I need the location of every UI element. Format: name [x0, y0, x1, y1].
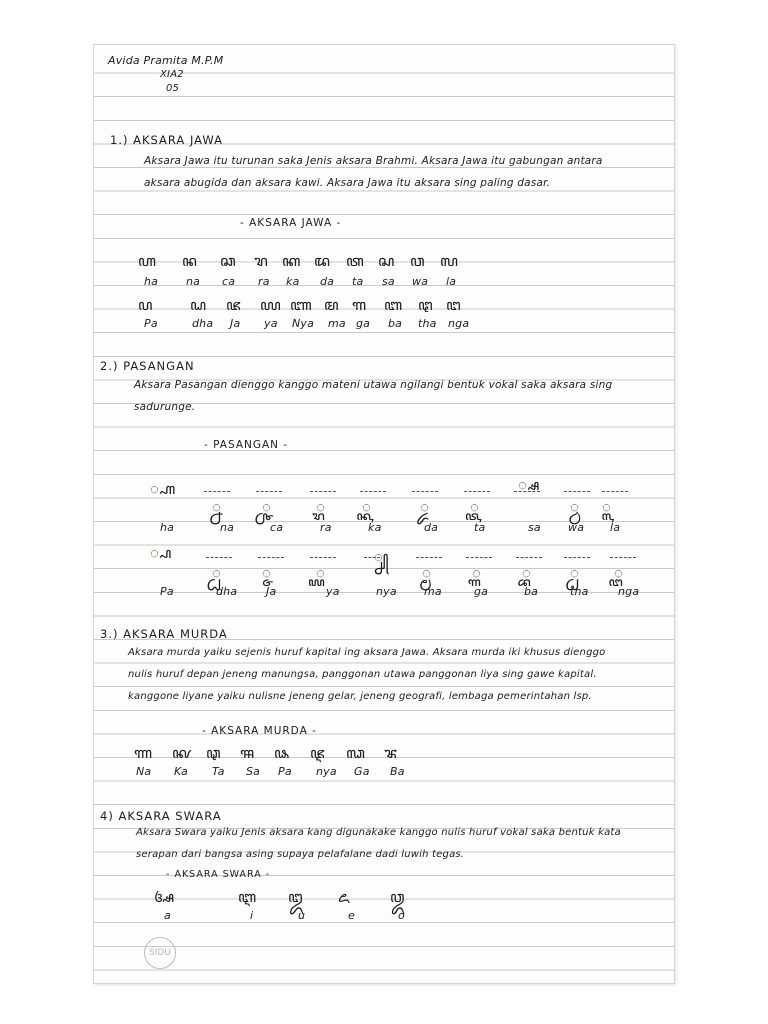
- glyph: ꦥ: [138, 296, 153, 314]
- latin-label: ga: [474, 585, 489, 598]
- glyph: ꦨ: [384, 744, 398, 762]
- glyph: ꧀ꦚ: [374, 548, 389, 566]
- paper-brand-stamp: SIDU: [144, 937, 176, 969]
- section-2-line-1: Aksara Pasangan dienggo kanggo mateni utawa ngilangi bentuk vokal saka aksara sing: [134, 379, 613, 391]
- glyph: ꧀ꦪ: [316, 564, 325, 582]
- latin-label: Ja: [230, 317, 241, 330]
- section-3-line-3: kanggone liyane yaiku nulisne jeneng gelar, jeneng geografi, lembaga pemerintahan lsp.: [128, 691, 592, 702]
- latin-label: ha: [144, 275, 159, 288]
- glyph: ꦯ: [240, 744, 255, 762]
- dash-line: [516, 557, 542, 558]
- latin-label: ma: [424, 585, 442, 598]
- latin-label: ta: [352, 275, 364, 288]
- latin-label: ka: [368, 521, 382, 534]
- glyph: ꦲ: [138, 252, 156, 270]
- dash-line: [204, 491, 230, 492]
- glyph: ꦢ: [314, 252, 330, 270]
- latin-label: ta: [474, 521, 486, 534]
- dash-line: [412, 491, 438, 492]
- glyph: ꦱ: [378, 252, 395, 270]
- glyph: ꦚ: [290, 296, 312, 314]
- glyph: ꦘ: [310, 744, 325, 762]
- dash-line: [310, 491, 336, 492]
- glyph: ꦌ: [338, 888, 350, 906]
- notebook-page: [93, 44, 675, 984]
- latin-label: nya: [316, 765, 337, 778]
- glyph: ꦆ: [238, 888, 257, 906]
- dash-line: [360, 491, 386, 492]
- section-4-line-2: serapan dari bangsa asing supaya pelafalane dadi luwih tegas.: [136, 849, 465, 860]
- latin-label: ka: [286, 275, 300, 288]
- glyph: ꦤ: [182, 252, 197, 270]
- latin-label: Ta: [212, 765, 225, 778]
- glyph: ꦄ: [154, 888, 175, 906]
- glyph: ꧀ꦤ: [212, 498, 221, 516]
- dash-line: [310, 557, 336, 558]
- glyph: ꧀ꦠ: [470, 498, 479, 516]
- section-2-subtitle: - PASANGAN -: [204, 439, 289, 451]
- glyph: ꧀ꦩ: [422, 564, 431, 582]
- glyph: ꦝ: [190, 296, 207, 314]
- section-1-line-2: aksara abugida dan aksara kawi. Aksara Jawa itu aksara sing paling dasar.: [144, 177, 551, 189]
- latin-label: ya: [326, 585, 340, 598]
- latin-label: da: [320, 275, 335, 288]
- section-1-title: 1.) AKSARA JAWA: [110, 133, 223, 147]
- latin-label: Ba: [390, 765, 405, 778]
- glyph: ꧀ꦕ: [262, 498, 271, 516]
- latin-label: na: [220, 521, 235, 534]
- latin-label: i: [250, 909, 254, 922]
- glyph: ꦎ: [390, 888, 405, 906]
- dash-line: [364, 557, 380, 558]
- dash-line: [466, 557, 492, 558]
- latin-label: e: [348, 909, 355, 922]
- glyph: ꦓ: [346, 744, 365, 762]
- section-3-line-2: nulis huruf depan jeneng manungsa, panggonan utawa panggonan liya sing gawe kapital.: [128, 669, 597, 680]
- glyph: ꧀ꦫ: [316, 498, 325, 516]
- glyph: ꧀ꦢ: [420, 498, 429, 516]
- glyph: ꦮ: [410, 252, 425, 270]
- glyph: ꦔ: [446, 296, 461, 314]
- glyph: ꧀ꦱ: [518, 476, 540, 494]
- latin-label: Pa: [278, 765, 292, 778]
- glyph: ꦭ: [440, 252, 458, 270]
- latin-label: da: [424, 521, 439, 534]
- section-4-subtitle: - AKSARA SWARA -: [166, 869, 271, 880]
- glyph: ꧀ꦒ: [472, 564, 481, 582]
- glyph: ꧀ꦲ: [150, 480, 176, 498]
- latin-label: dha: [216, 585, 238, 598]
- latin-label: Sa: [246, 765, 261, 778]
- latin-label: Ka: [174, 765, 188, 778]
- latin-label: la: [446, 275, 457, 288]
- latin-label: ba: [524, 585, 539, 598]
- latin-label: Pa: [160, 585, 174, 598]
- latin-label: Na: [136, 765, 152, 778]
- glyph: ꦧ: [384, 296, 403, 314]
- dash-line: [258, 557, 284, 558]
- glyph: ꧀ꦭ: [602, 498, 611, 516]
- latin-label: nya: [376, 585, 397, 598]
- glyph: ꦒ: [352, 296, 367, 314]
- glyph: ꧀ꦏ: [362, 498, 371, 516]
- latin-label: ra: [320, 521, 332, 534]
- student-class: XIA2: [160, 69, 184, 80]
- latin-label: tha: [418, 317, 437, 330]
- student-name: Avida Pramita M.P.M: [108, 54, 224, 67]
- latin-label: a: [164, 909, 171, 922]
- section-4-line-1: Aksara Swara yaiku Jenis aksara kang digunakake kanggo nulis huruf vokal saka bentuk kata: [136, 827, 621, 838]
- latin-label: ba: [388, 317, 403, 330]
- latin-label: sa: [528, 521, 541, 534]
- latin-label: Ga: [354, 765, 370, 778]
- section-3-subtitle: - AKSARA MURDA -: [202, 725, 317, 737]
- latin-label: ha: [160, 521, 175, 534]
- latin-label: dha: [192, 317, 214, 330]
- section-4-title: 4) AKSARA SWARA: [100, 809, 222, 823]
- latin-label: Ja: [266, 585, 277, 598]
- dash-line: [514, 491, 540, 492]
- latin-label: ga: [356, 317, 371, 330]
- dash-line: [602, 491, 628, 492]
- glyph: ꧀ꦧ: [522, 564, 531, 582]
- dash-line: [610, 557, 636, 558]
- glyph: ꦦ: [274, 744, 290, 762]
- glyph: ꦛ: [418, 296, 433, 314]
- latin-label: ya: [264, 317, 278, 330]
- section-3-line-1: Aksara murda yaiku sejenis huruf kapital ing aksara Jawa. Aksara murda iki khusus dienggo: [128, 647, 606, 658]
- latin-label: ra: [258, 275, 270, 288]
- glyph: ꦑ: [172, 744, 192, 762]
- glyph: ꦫ: [254, 252, 268, 270]
- latin-label: sa: [382, 275, 395, 288]
- latin-label: la: [610, 521, 621, 534]
- latin-label: ca: [222, 275, 236, 288]
- section-2-title: 2.) PASANGAN: [100, 359, 195, 373]
- glyph: ꧀ꦮ: [570, 498, 579, 516]
- glyph: ꧀ꦥ: [150, 544, 172, 562]
- dash-line: [206, 557, 232, 558]
- glyph: ꦏ: [282, 252, 301, 270]
- latin-label: nga: [618, 585, 640, 598]
- dash-line: [464, 491, 490, 492]
- dash-line: [564, 557, 590, 558]
- section-3-title: 3.) AKSARA MURDA: [100, 627, 228, 641]
- section-1-line-1: Aksara Jawa itu turunan saka Jenis aksara Brahmi. Aksara Jawa itu gabungan antara: [144, 155, 603, 167]
- glyph: ꦠ: [346, 252, 364, 270]
- latin-label: nga: [448, 317, 470, 330]
- glyph: ꦕ: [220, 252, 236, 270]
- dash-line: [416, 557, 442, 558]
- glyph: ꦩ: [324, 296, 339, 314]
- latin-label: wa: [568, 521, 585, 534]
- section-1-subtitle: - AKSARA JAWA -: [240, 217, 342, 229]
- latin-label: ma: [328, 317, 346, 330]
- glyph: ꧀ꦔ: [614, 564, 623, 582]
- dash-line: [564, 491, 590, 492]
- glyph: ꧀ꦛ: [570, 564, 579, 582]
- dash-line: [256, 491, 282, 492]
- glyph: ꦡ: [206, 744, 221, 762]
- latin-label: Nya: [292, 317, 315, 330]
- glyph: ꦟ: [134, 744, 152, 762]
- latin-label: wa: [412, 275, 429, 288]
- glyph: ꦗ: [226, 296, 241, 314]
- student-number: 05: [166, 83, 180, 94]
- latin-label: o: [398, 909, 405, 922]
- glyph: ꧀ꦗ: [262, 564, 271, 582]
- section-2-line-2: sadurunge.: [134, 401, 196, 413]
- latin-label: u: [298, 909, 306, 922]
- latin-label: ca: [270, 521, 284, 534]
- glyph: ꦈ: [288, 888, 303, 906]
- latin-label: tha: [570, 585, 589, 598]
- latin-label: Pa: [144, 317, 158, 330]
- glyph: ꦪ: [260, 296, 281, 314]
- glyph: ꧀ꦝ: [212, 564, 221, 582]
- latin-label: na: [186, 275, 201, 288]
